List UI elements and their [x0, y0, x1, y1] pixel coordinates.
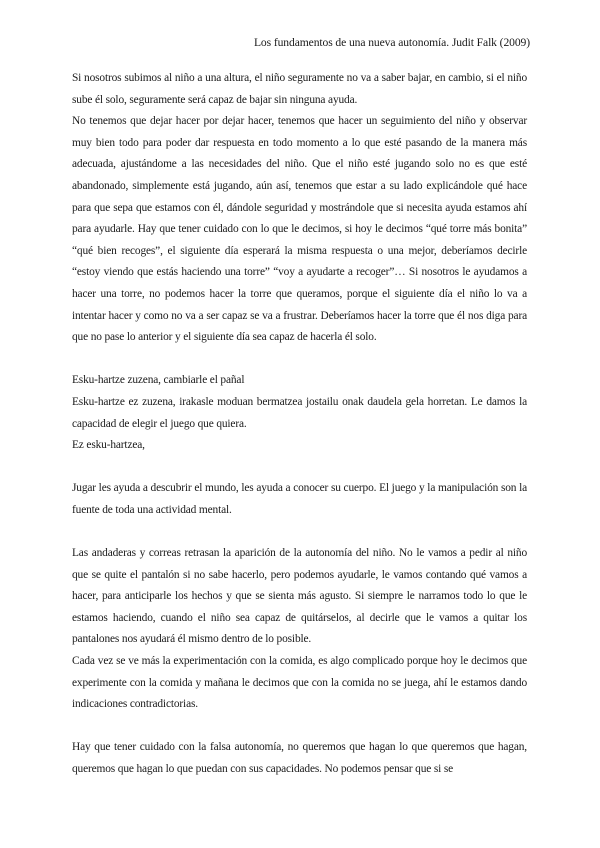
document-body: [72, 68, 527, 781]
paragraph-food: Cada vez se ve más la experimentación con la comida, es algo complicado porque hoy le decimos que experimente con la comida y mañana le decimos que con la comida no se juega, ahí le estamos dando indicaciones contradictorias.: [72, 655, 527, 711]
paragraph-spacer: [72, 349, 527, 371]
paragraph-spacer: [72, 457, 527, 479]
paragraph-spacer: [72, 716, 527, 738]
paragraph-no-intervention: Ez esku-hartzea,: [72, 439, 145, 452]
paragraph-observation: No tenemos que dejar hacer por dejar hacer, tenemos que hacer un seguimiento del niño y observar muy bien todo para poder dar respuesta en todo momento a lo que esté pasando de la manera más adecuada, ajustándome a las necesidades del niño. Que el niño esté jugando solo no es que esté abandonado, simplemente está jugando, aún así, tenemos que estar a su lado explicándole qué hace para que sepa que estamos con él, dándole seguridad y mostrándole que si necesita ayuda estamos ahí para ayudarle. Hay que tener cuidado con lo que le decimos, si hoy le decimos “qué torre más bonita” “qué bien recoges”, el siguiente día esperará la misma respuesta o una mejor, deberíamos decirle “estoy viendo que estás haciendo una torre” “voy a ayudarte a recoger”… Si nosotros le ayudamos a hacer una torre, no podemos hacer la torre que queramos, porque el siguiente día el niño lo va a intentar hacer y como no va a ser capaz se va a frustrar. Deberíamos hacer la torre que él nos diga para que no pase lo anterior y el siguiente día sea capaz de hacerla él solo.: [72, 115, 527, 344]
paragraph-walkers: Las andaderas y correas retrasan la aparición de la autonomía del niño. No le vamos a pedir al niño que se quite el pantalón si no sabe hacerlo, pero podemos ayudarle, le vamos contando qué vamos a hacer, para anticiparle los hechos y que se sienta más agusto. Si siempre le narramos todo lo que le estamos haciendo, cuando el niño sea capaz de quitárselos, al decirle que le vamos a quitar los pantalones nos ayudará él mismo dentro de lo posible.: [72, 547, 527, 646]
paragraph-climbing: Si nosotros subimos al niño a una altura, el niño seguramente no va a saber bajar, en cambio, si el niño sube él solo, seguramente será capaz de bajar sin ninguna ayuda.: [72, 72, 527, 106]
running-header: Los fundamentos de una nueva autonomía. Judit Falk (2009): [253, 36, 530, 49]
paragraph-indirect-intervention: Esku-hartze ez zuzena, irakasle moduan bermatzea jostailu onak daudela gela horretan. Le damos la capacidad de elegir el juego que quiera.: [72, 395, 527, 430]
paragraph-play: Jugar les ayuda a descubrir el mundo, les ayuda a conocer su cuerpo. El juego y la manipulación son la fuente de toda una actividad mental.: [72, 482, 527, 516]
paragraph-spacer: [72, 521, 527, 543]
paragraph-false-autonomy: Hay que tener cuidado con la falsa autonomía, no queremos que hagan lo que queremos que hagan, queremos que hagan lo que puedan con sus capacidades. No podemos pensar que si se: [72, 741, 527, 775]
paragraph-direct-intervention: Esku-hartze zuzena, cambiarle el pañal: [72, 374, 245, 387]
